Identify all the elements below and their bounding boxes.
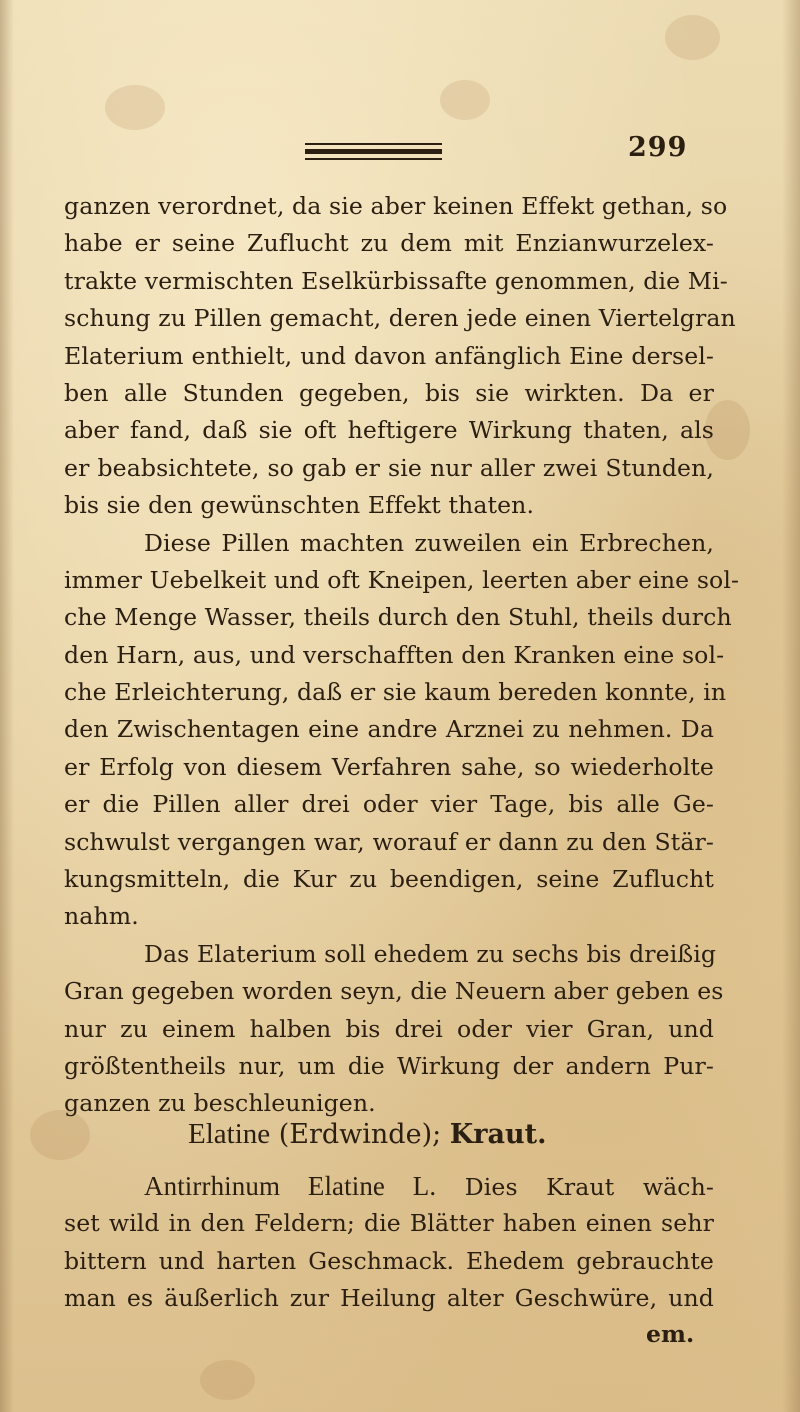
- page-edge-shadow-right: [782, 0, 800, 1412]
- text-line: trakte vermischten Eselkürbissafte genommen, die Mi-: [64, 266, 728, 295]
- body-text: [64, 188, 740, 1123]
- text-line: che Menge Wasser, theils durch den Stuhl, theils durch: [64, 603, 732, 632]
- text-line: set wild in den Feldern; die Blätter haben einen sehr: [64, 1209, 714, 1238]
- header-ornament-rule: [305, 143, 442, 159]
- text-line: Diese Pillen machten zuweilen ein Erbrechen,: [144, 528, 714, 557]
- text-line: er beabsichtete, so gab er sie nur aller zwei Stunden,: [64, 453, 714, 482]
- foxing-stain: [200, 1360, 255, 1400]
- heading-german-name: (Erdwinde);: [278, 1119, 442, 1150]
- text-line: Elaterium enthielt, und davon anfänglich Eine dersel-: [64, 341, 714, 370]
- text-line: che Erleichterung, daß er sie kaum bereden konnte, in: [64, 678, 727, 707]
- text-line: er die Pillen aller drei oder vier Tage, bis alle Ge-: [64, 790, 714, 819]
- page-number: 299: [628, 132, 688, 163]
- text-line: größtentheils nur, um die Wirkung der andern Pur-: [64, 1051, 714, 1080]
- text-run: Dies Kraut wäch-: [464, 1173, 714, 1201]
- text-line: den Zwischentagen eine andre Arznei zu nehmen. Da: [64, 715, 714, 744]
- text-line: Das Elaterium soll ehedem zu sechs bis dreißig: [144, 939, 717, 968]
- text-line: ben alle Stunden gegeben, bis sie wirkten. Da er: [64, 378, 714, 407]
- text-line: er Erfolg von diesem Verfahren sahe, so wiederholte: [64, 752, 714, 781]
- text-line: bis sie den gewünschten Effekt thaten.: [64, 491, 535, 520]
- text-line: bittern und harten Geschmack. Ehedem gebrauchte: [64, 1246, 714, 1275]
- text-line: nahm.: [64, 902, 139, 931]
- foxing-stain: [105, 85, 165, 130]
- text-line: den Harn, aus, und verschafften den Kranken eine sol-: [64, 640, 725, 669]
- text-line: kungsmitteln, die Kur zu beendigen, seine Zuflucht: [64, 865, 714, 894]
- page-edge-shadow-left: [0, 0, 14, 1412]
- latin-botanical-name: Antirrhinum Elatine L.: [144, 1171, 437, 1201]
- text-line: immer Uebelkeit und oft Kneipen, leerten aber eine sol-: [64, 565, 740, 594]
- text-line: aber fand, daß sie oft heftigere Wirkung thaten, als: [64, 416, 714, 445]
- foxing-stain: [440, 80, 490, 120]
- foxing-stain: [665, 15, 720, 60]
- text-line: nur zu einem halben bis drei oder vier Gran, und: [64, 1014, 714, 1043]
- text-line: schung zu Pillen gemacht, deren jede einen Viertelgran: [64, 304, 736, 333]
- catchword: em.: [646, 1320, 695, 1348]
- text-line: schwulst vergangen war, worauf er dann zu den Stär-: [64, 827, 714, 856]
- body-text-section: [64, 1168, 714, 1318]
- text-line: man es äußerlich zur Heilung alter Geschwüre, und: [64, 1284, 714, 1313]
- heading-latin-name: Elatine: [188, 1118, 271, 1150]
- text-line: habe er seine Zuflucht zu dem mit Enzianwurzelex-: [64, 229, 714, 258]
- heading-plant-part: Kraut.: [449, 1119, 547, 1150]
- text-line: Gran gegeben worden seyn, die Neuern aber geben es: [64, 977, 724, 1006]
- section-heading: [188, 1118, 547, 1151]
- text-line: [64, 1168, 714, 1205]
- text-line: ganzen verordnet, da sie aber keinen Effekt gethan, so: [64, 192, 728, 220]
- text-line: ganzen zu beschleunigen.: [64, 1089, 376, 1118]
